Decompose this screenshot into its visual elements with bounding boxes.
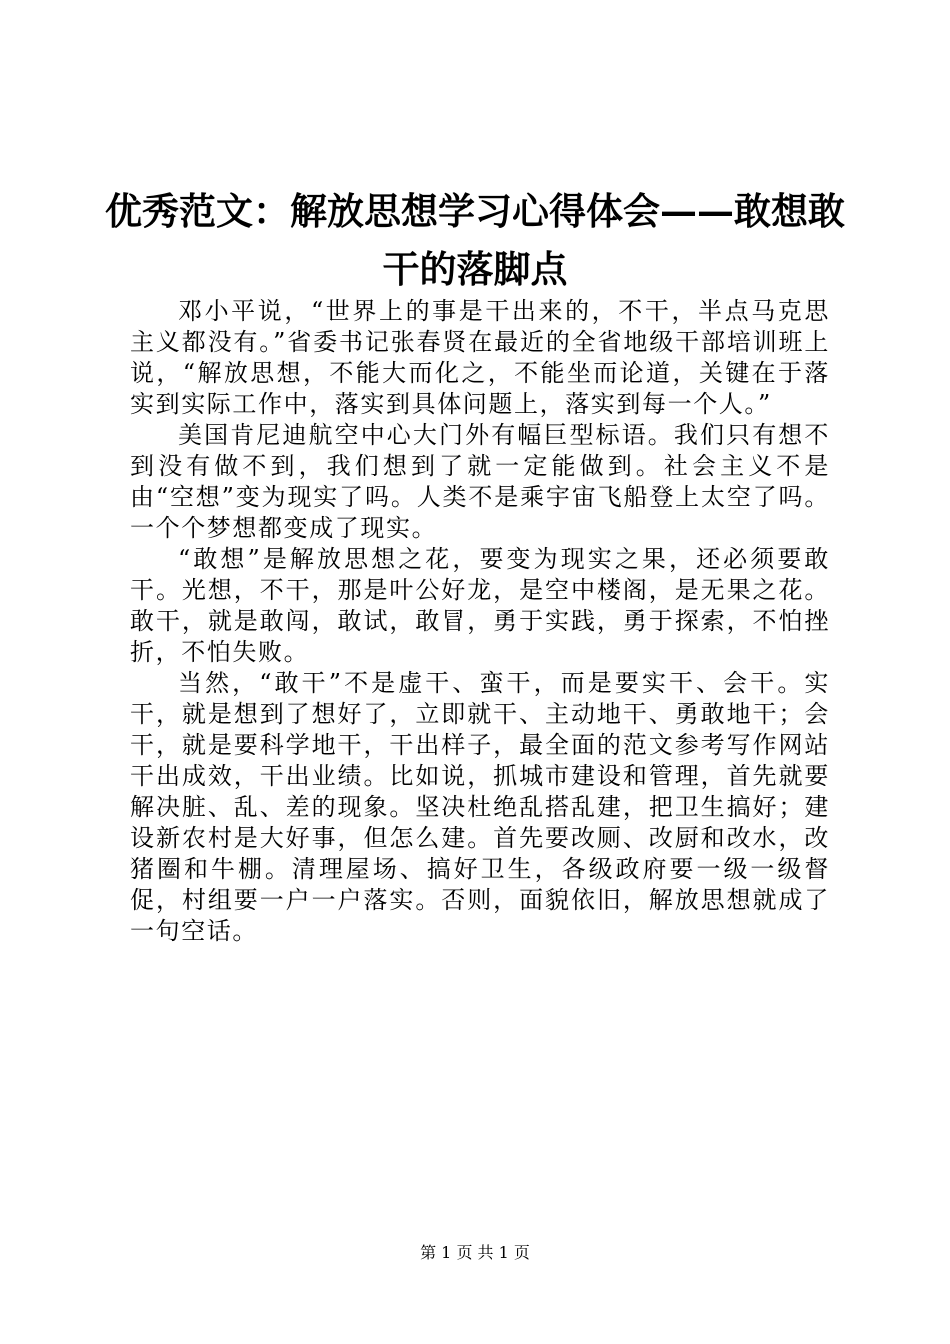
paragraph: 美国肯尼迪航空中心大门外有幅巨型标语。我们只有想不到没有做不到，我们想到了就一定能做到。社会主义不是由“空想”变为现实了吗。人类不是乘宇宙飞船登上太空了吗。一个个梦想都变成了现实。 xyxy=(130,421,830,542)
paragraph: “敢想”是解放思想之花，要变为现实之果，还必须要敢干。光想，不干，那是叶公好龙，是空中楼阁，是无果之花。敢干，就是敢闯，敢试，敢冒，勇于实践，勇于探索，不怕挫折，不怕失败。 xyxy=(130,545,830,666)
paragraph: 邓小平说，“世界上的事是干出来的，不干，半点马克思主义都没有。”省委书记张春贤在最近的全省地级干部培训班上说，“解放思想，不能大而化之，不能坐而论道，关键在于落实到实际工作中，落实到具体问题上，落实到每一个人。” xyxy=(130,297,830,418)
paragraph: 当然，“敢干”不是虚干、蛮干，而是要实干、会干。实干，就是想到了想好了，立即就干、主动地干、勇敢地干；会干，就是要科学地干，干出样子，最全面的范文参考写作网站干出成效，干出业绩。比如说，抓城市建设和管理，首先就要解决脏、乱、差的现象。坚决杜绝乱搭乱建，把卫生搞好；建设新农村是大好事，但怎么建。首先要改厕、改厨和改水，改猪圈和牛棚。清理屋场、搞好卫生，各级政府要一级一级督促，村组要一户一户落实。否则，面貌依旧，解放思想就成了一句空话。 xyxy=(130,669,830,945)
page-number-footer: 第 1 页 共 1 页 xyxy=(420,1243,530,1262)
document-title: 优秀范文：解放思想学习心得体会——敢想敢干的落脚点 xyxy=(105,189,845,291)
document-body xyxy=(130,296,830,947)
